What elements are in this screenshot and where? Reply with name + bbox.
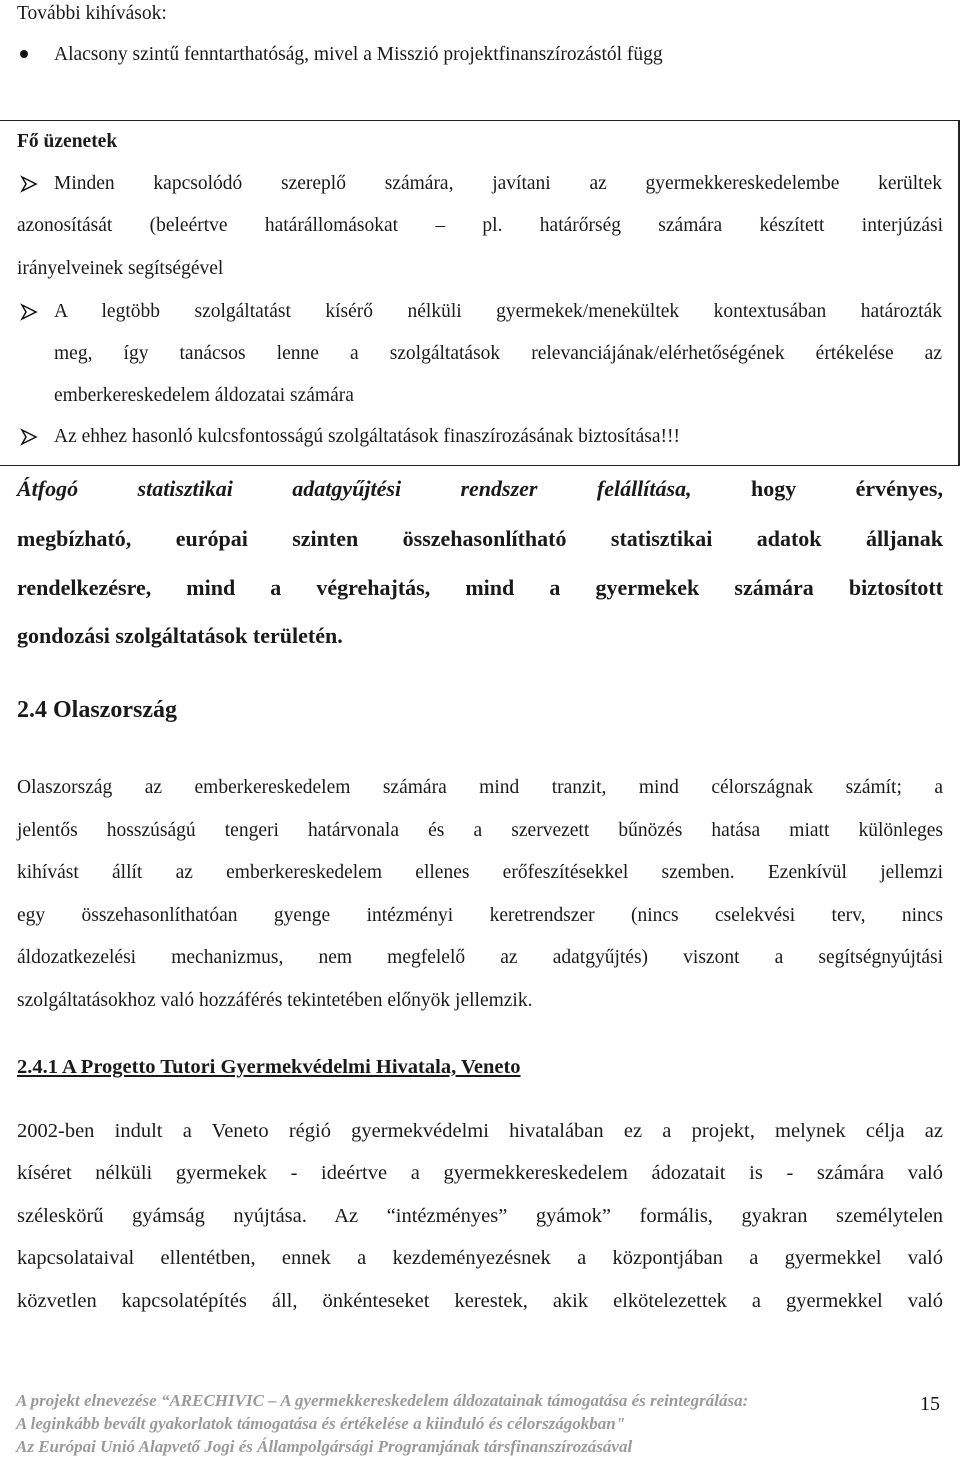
stat-italic-phrase: Átfogó statisztikai adatgyűjtési rendszer felállítása, [17,476,692,501]
challenge-item: Alacsony szintű fenntarthatóság, mivel a Misszió projektfinanszírozástól függ [54,44,663,65]
veneto-line-2: kíséret nélküli gyermekek - ideértve a gyermekkereskedelem ádozatait is - számára való [17,1162,943,1184]
italy-line-4: egy összehasonlíthatóan gyenge intézményi keretrendszer (nincs cselekvési terv, nincs [17,905,943,926]
arrow-bullet-icon [20,303,38,321]
stat-paragraph-line-4: gondozási szolgáltatások területén. [17,623,343,648]
section-heading: 2.4 Olaszország [17,697,177,723]
footer-line-1: A projekt elnevezése “ARECHIVIC – A gyermekkereskedelem áldozatainak támogatása és reintegrálása: [16,1391,749,1410]
italy-line-3: kihívást állít az emberkereskedelem ellenes erőfeszítésekkel szemben. Ezenkívül jellemzi [17,862,943,883]
italy-line-1: Olaszország az emberkereskedelem számára mind tranzit, mind célországnak számít; a [17,777,943,798]
veneto-line-4: kapcsolataival ellentétben, ennek a kezdeményezésnek a központjában a gyermekkel való [17,1247,943,1269]
stat-paragraph-line-3: rendelkezésre, mind a végrehajtás, mind a gyermekek számára biztosított [17,575,943,600]
page-number: 15 [920,1393,940,1415]
key-message-2-line-3: emberkereskedelem áldozatai számára [54,385,354,406]
key-messages-title: Fő üzenetek [17,131,118,152]
italy-line-2: jelentős hosszúságú tengeri határvonala és a szervezett bűnözés hatása miatt különleges [17,820,943,841]
key-message-1-line-2: azonosítását (beleértve határállomásokat – pl. határőrség számára készített interjúzási [17,215,943,236]
veneto-line-3: széleskörű gyámság nyújtása. Az “intézményes” gyámok” formális, gyakran személytelen [17,1205,943,1227]
veneto-line-1: 2002-ben indult a Veneto régió gyermekvédelmi hivatalában ez a projekt, melynek célja az [17,1120,943,1142]
arrow-bullet-icon [20,175,38,193]
key-message-1-line-1: Minden kapcsolódó szereplő számára, javítani az gyermekkereskedelembe kerültek [54,173,942,194]
challenges-heading: További kihívások: [17,3,167,24]
arrow-bullet-icon [20,428,38,446]
italy-line-5: áldozatkezelési mechanizmus, nem megfelelő az adatgyűjtés) viszont a segítségnyújtási [17,947,943,968]
veneto-line-5: közvetlen kapcsolatépítés áll, önkénteseket kerestek, akik elkötelezettek a gyermekkel való [17,1290,943,1312]
italy-line-6: szolgáltatásokhoz való hozzáférés tekintetében előnyök jellemzik. [17,990,533,1011]
key-message-2-line-2: meg, így tanácsos lenne a szolgáltatások relevanciájának/elérhetőségének értékelése az [54,343,942,364]
subsection-heading: 2.4.1 A Progetto Tutori Gyermekvédelmi Hivatala, Veneto [17,1056,521,1078]
stat-paragraph-line-1 [17,475,943,503]
bullet-dot-icon [20,50,28,58]
stat-paragraph-line-2: megbízható, európai szinten összehasonlítható statisztikai adatok álljanak [17,526,943,551]
key-message-3: Az ehhez hasonló kulcsfontosságú szolgáltatások finaszírozásának biztosítása!!! [54,426,680,447]
key-message-1-line-3: irányelveinek segítségével [17,258,224,279]
footer-line-2: A leginkább bevált gyakorlatok támogatása és értékelése a kiinduló és célországokban" [16,1414,626,1433]
key-message-2-line-1: A legtöbb szolgáltatást kísérő nélküli gyermekek/menekültek kontextusában határozták [54,301,942,322]
stat-phrase-rest: hogy érvényes, [751,476,943,501]
footer-line-3: Az Európai Unió Alapvető Jogi és Állampolgársági Programjának társfinanszírozásával [16,1437,633,1456]
